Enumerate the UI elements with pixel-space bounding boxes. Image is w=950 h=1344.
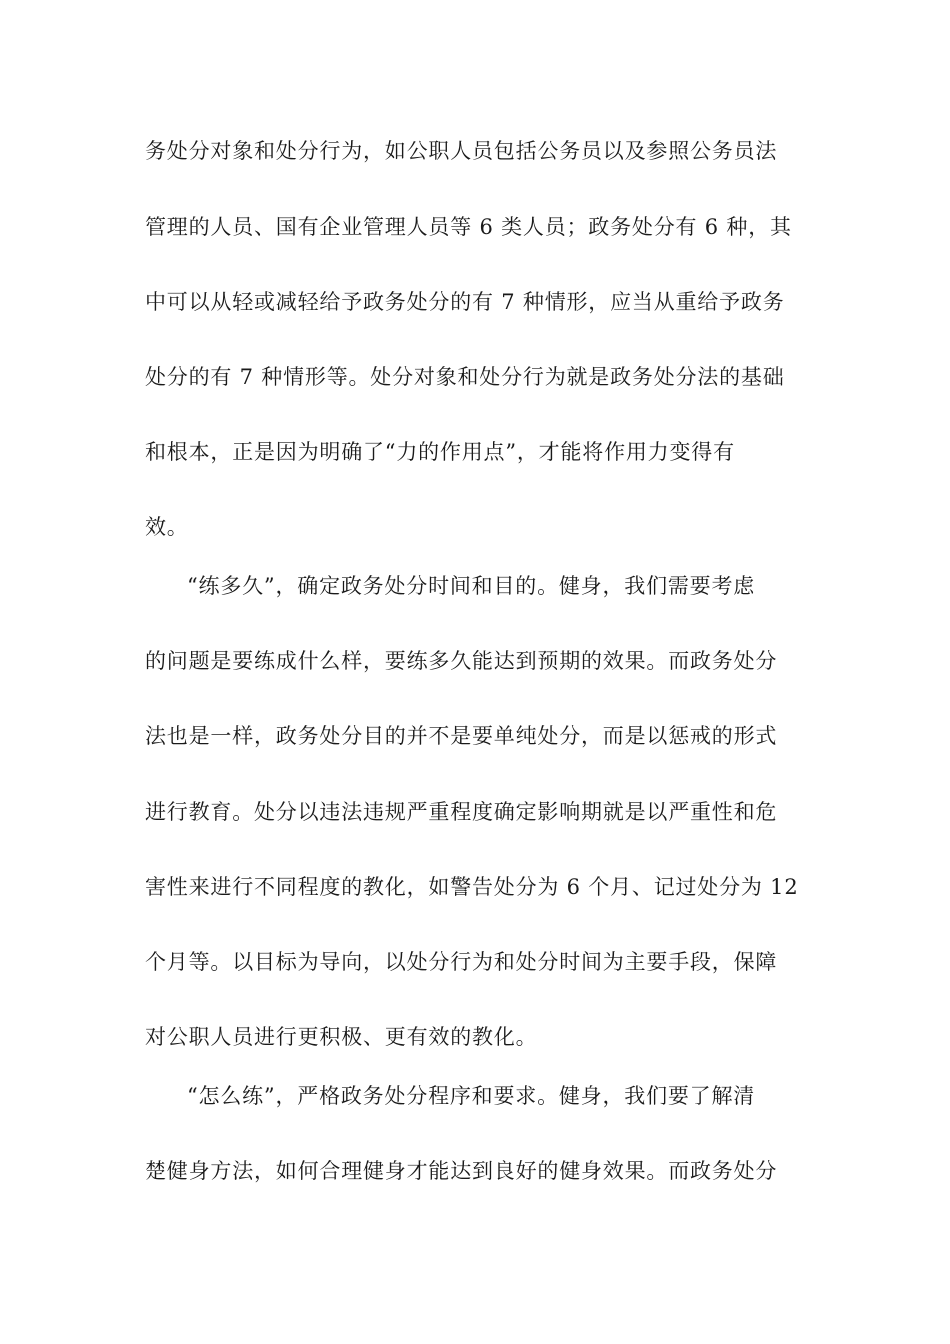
paragraph-line: 处分的有 7 种情形等。处分对象和处分行为就是政务处分法的基础	[145, 365, 785, 389]
paragraph-line: 中可以从轻或减轻给予政务处分的有 7 种情形，应当从重给予政务	[145, 290, 785, 314]
paragraph-first-line: “练多久”，确定政务处分时间和目的。健身，我们需要考虑	[187, 574, 756, 598]
paragraph-line: 楚健身方法，如何合理健身才能达到良好的健身效果。而政务处分	[145, 1159, 778, 1183]
paragraph-line: 害性来进行不同程度的教化，如警告处分为 6 个月、记过处分为 12	[145, 875, 799, 899]
paragraph-line: 进行教育。处分以违法违规严重程度确定影响期就是以严重性和危	[145, 800, 778, 824]
paragraph-line: 效。	[145, 515, 189, 539]
paragraph-line: 管理的人员、国有企业管理人员等 6 类人员；政务处分有 6 种，其	[145, 215, 792, 239]
paragraph-line: 个月等。以目标为导向，以处分行为和处分时间为主要手段，保障	[145, 950, 778, 974]
paragraph-line: 和根本，正是因为明确了“力的作用点”，才能将作用力变得有	[145, 440, 735, 464]
paragraph-first-line: “怎么练”，严格政务处分程序和要求。健身，我们要了解清	[187, 1084, 756, 1108]
paragraph-line: 法也是一样，政务处分目的并不是要单纯处分，而是以惩戒的形式	[145, 724, 778, 748]
paragraph-line: 务处分对象和处分行为，如公职人员包括公务员以及参照公务员法	[145, 139, 778, 163]
paragraph-line: 对公职人员进行更积极、更有效的教化。	[145, 1025, 538, 1049]
paragraph-line: 的问题是要练成什么样，要练多久能达到预期的效果。而政务处分	[145, 649, 778, 673]
